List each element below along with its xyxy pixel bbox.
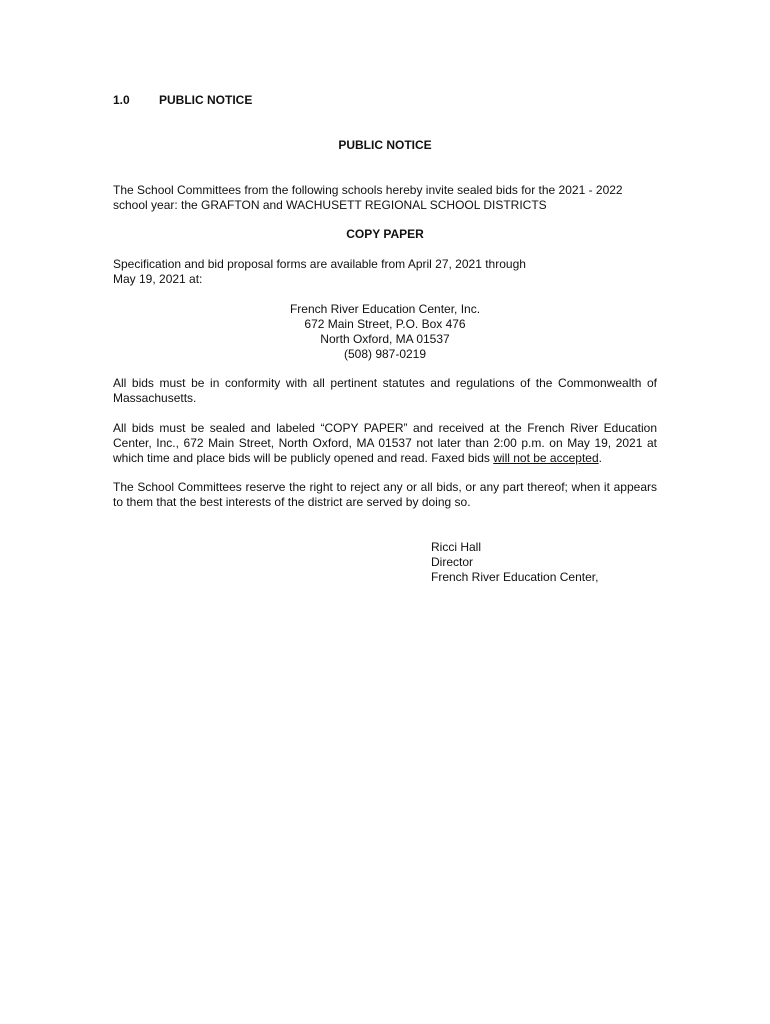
sealing-text: All bids must be sealed and labeled “COPY PAPER” and received at the French River Education Center, Inc., 672 Main Street, North Oxford, MA 01537 not later than 2:00 p.m. on May 19, 2021 at which time and place bids will be publicly opened and read. Faxed bids	[113, 421, 657, 465]
availability-line-1: Specification and bid proposal forms are available from April 27, 2021 through	[113, 257, 526, 271]
address-street: 672 Main Street, P.O. Box 476	[304, 317, 466, 331]
availability-paragraph	[113, 257, 657, 287]
intro-line-1: The School Committees from the following schools hereby invite sealed bids for the 2021 - 2022	[113, 183, 623, 197]
notice-title: PUBLIC NOTICE	[338, 138, 432, 152]
sealing-paragraph	[113, 421, 657, 466]
signer-title: Director	[431, 555, 474, 569]
intro-paragraph	[113, 183, 657, 213]
bid-subject: COPY PAPER	[346, 227, 424, 241]
availability-line-2: May 19, 2021 at:	[113, 272, 203, 286]
section-heading	[113, 93, 252, 108]
intro-line-2: school year: the GRAFTON and WACHUSETT REGIONAL SCHOOL DISTRICTS	[113, 198, 547, 212]
section-number: 1.0	[113, 93, 130, 107]
signature-block	[431, 540, 598, 585]
not-accepted-emphasis: will not be accepted	[493, 451, 599, 465]
conformity-paragraph: All bids must be in conformity with all pertinent statutes and regulations of the Commonwealth of Massachusetts.	[113, 376, 657, 405]
signer-organization: French River Education Center,	[431, 570, 599, 584]
address-phone: (508) 987-0219	[343, 347, 427, 361]
section-title: PUBLIC NOTICE	[159, 93, 253, 107]
reservation-paragraph: The School Committees reserve the right to reject any or all bids, or any part thereof; when it appears to them that the best interests of the district are served by doing so.	[113, 480, 657, 509]
sealing-end: .	[598, 451, 602, 465]
signer-name: Ricci Hall	[431, 540, 482, 554]
address-organization: French River Education Center, Inc.	[289, 302, 481, 316]
address-city: North Oxford, MA 01537	[320, 332, 450, 346]
address-block	[113, 302, 657, 362]
